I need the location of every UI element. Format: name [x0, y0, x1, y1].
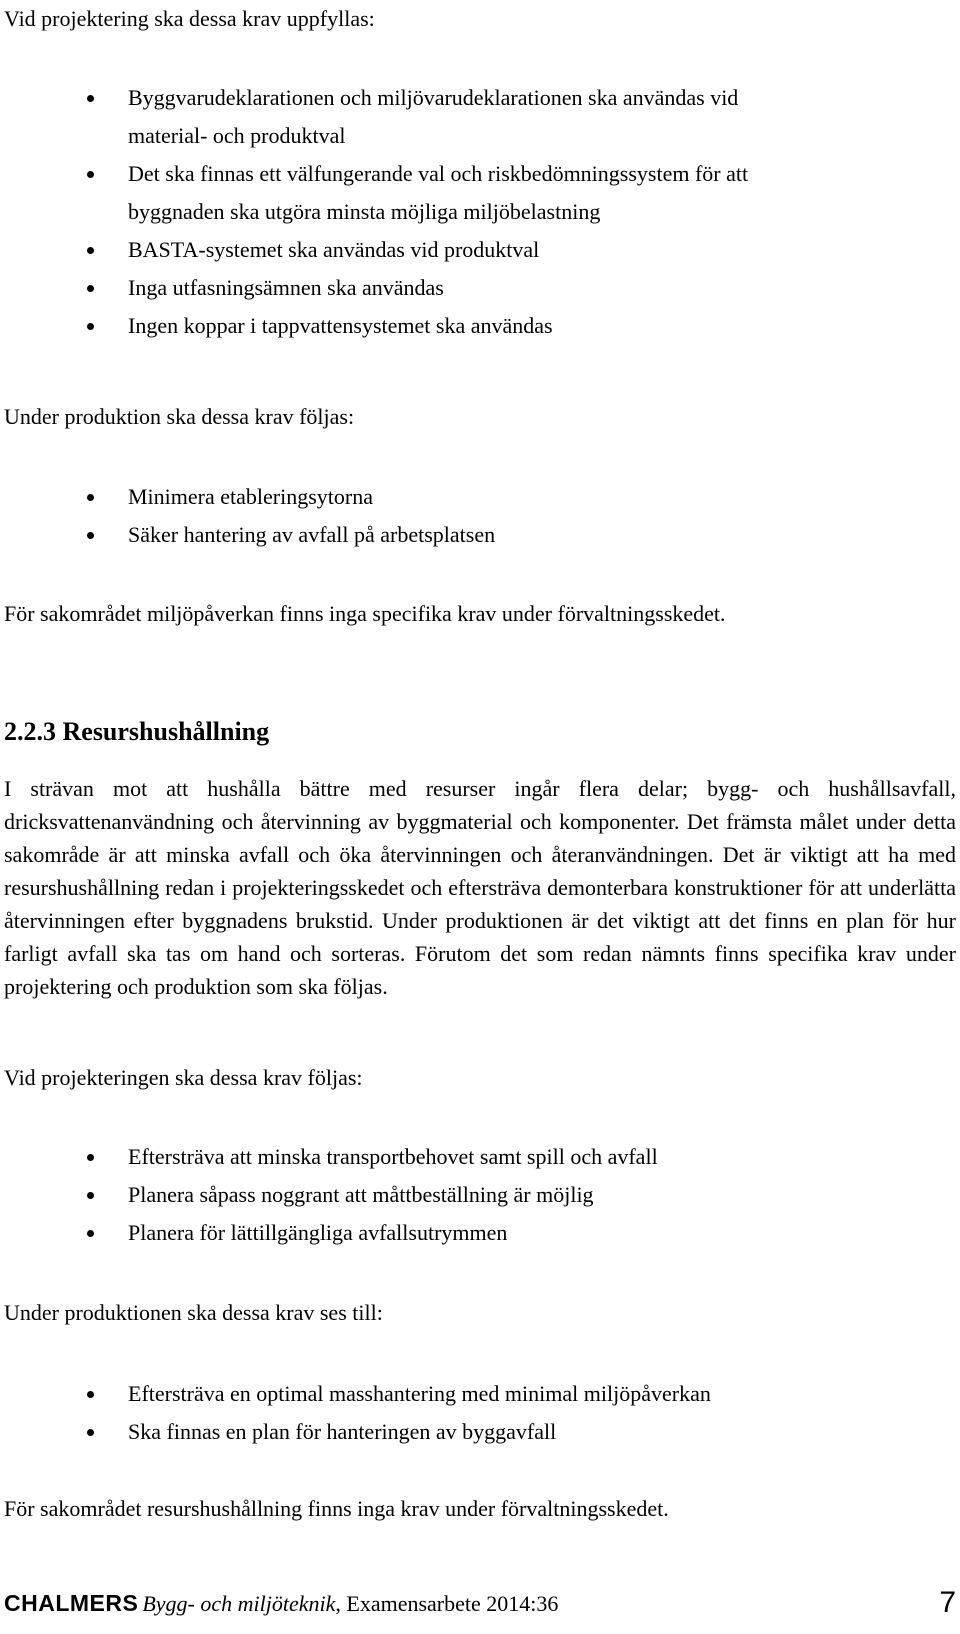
page-footer	[4, 1588, 956, 1628]
list-item: Ska finnas en plan för hanteringen av byggavfall	[0, 1413, 711, 1451]
section1-list	[0, 79, 748, 345]
list-item: Planera såpass noggrant att måttbeställning är möjlig	[0, 1176, 658, 1214]
section2-intro: Under produktion ska dessa krav följas:	[4, 404, 355, 429]
list-item: BASTA-systemet ska användas vid produktval	[0, 231, 748, 269]
section3-text: För sakområdet miljöpåverkan finns inga specifika krav under förvaltningsskedet.	[4, 601, 726, 626]
section5-intro: Under produktionen ska dessa krav ses till:	[4, 1300, 383, 1325]
page-number: 7	[939, 1586, 956, 1619]
list-item: Minimera etableringsytorna	[0, 478, 495, 516]
footer-department: Bygg- och miljöteknik	[142, 1591, 336, 1616]
bullet-icon	[87, 323, 94, 330]
bullet-icon	[87, 247, 94, 254]
list-item: Det ska finnas ett välfungerande val och riskbedömningssystem för att	[0, 155, 748, 193]
section4-intro: Vid projekteringen ska dessa krav följas:	[4, 1065, 363, 1090]
list-item: Planera för lättillgängliga avfallsutrymmen	[0, 1214, 658, 1252]
bullet-icon	[87, 285, 94, 292]
bullet-icon	[87, 1230, 94, 1237]
list-item: Ingen koppar i tappvattensystemet ska användas	[0, 307, 748, 345]
bullet-icon	[87, 1192, 94, 1199]
section-heading: 2.2.3 Resurshushållning	[4, 717, 270, 746]
list-item: Inga utfasningsämnen ska användas	[0, 269, 748, 307]
list-item-continuation: material- och produktval	[128, 123, 346, 148]
list-item-continuation: byggnaden ska utgöra minsta möjliga miljöbelastning	[128, 199, 601, 224]
bullet-icon	[87, 532, 94, 539]
bullet-icon	[87, 171, 94, 178]
bullet-icon	[87, 494, 94, 501]
section4-list	[0, 1138, 658, 1252]
section1-intro: Vid projektering ska dessa krav uppfyllas:	[4, 6, 375, 31]
bullet-icon	[87, 1154, 94, 1161]
footer-report: , Examensarbete 2014:36	[335, 1591, 559, 1616]
bullet-icon	[87, 1391, 94, 1398]
list-item: Säker hantering av avfall på arbetsplatsen	[0, 516, 495, 554]
section2-list	[0, 478, 495, 554]
footer-line	[4, 1590, 558, 1617]
body-paragraph: I strävan mot att hushålla bättre med resurser ingår flera delar; bygg- och hushållsavfall, dricksvattenanvändning och återvinning av byggmaterial och komponenter. Det främsta målet under detta sakområde är att minska avfall och öka återvinningen och återanvändningen. Det är viktigt att ha med resurshushållning redan i projekteringsskedet och eftersträva demonterbara konstruktioner för att underlätta återvinningen efter byggnadens brukstid. Under produktionen är det viktigt att det finns en plan för hur farligt avfall ska tas om hand och sorteras. Förutom det som redan nämnts finns specifika krav under projektering och produktion som ska följas.	[4, 776, 956, 999]
section6-text: För sakområdet resurshushållning finns inga krav under förvaltningsskedet.	[4, 1496, 669, 1521]
footer-brand: CHALMERS	[4, 1590, 139, 1616]
list-item: Eftersträva en optimal masshantering med minimal miljöpåverkan	[0, 1375, 711, 1413]
list-item: Eftersträva att minska transportbehovet samt spill och avfall	[0, 1138, 658, 1176]
bullet-icon	[87, 95, 94, 102]
list-item: Byggvarudeklarationen och miljövarudeklarationen ska användas vid	[0, 79, 748, 117]
section5-list	[0, 1375, 711, 1451]
bullet-icon	[87, 1429, 94, 1436]
